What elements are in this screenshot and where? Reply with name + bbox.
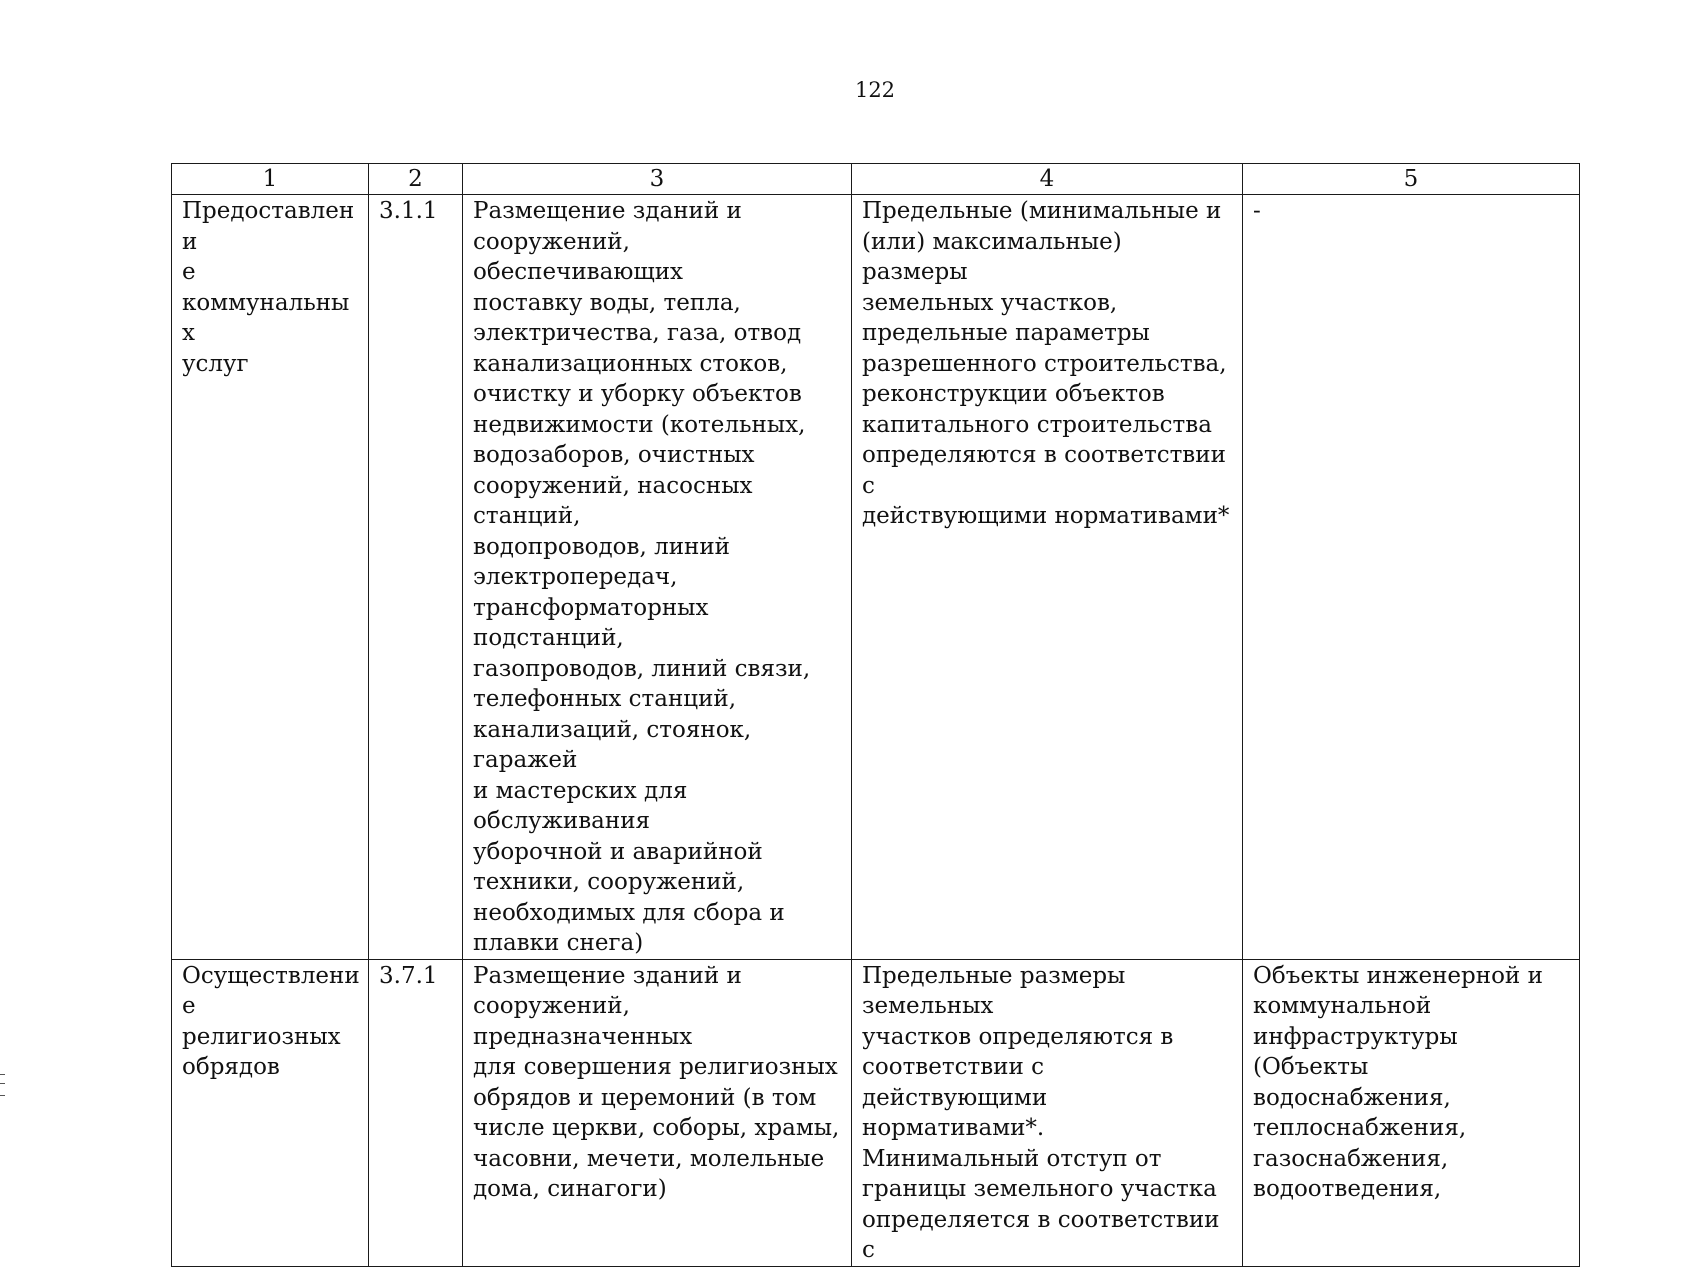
use-type-notes-cell (1243, 195, 1580, 960)
table-header-row (172, 164, 1580, 195)
use-type-description: Размещение зданий и сооружений, предназначенных для совершения религиозных обрядов и церемоний (в том числе церкви, соборы, храмы, часовни, мечети, молельные дома, синагоги) (473, 962, 840, 1202)
use-type-code: 3.1.1 (379, 198, 438, 224)
table-row (172, 195, 1580, 960)
use-type-name: Осуществление религиозных обрядов (182, 962, 360, 1080)
use-type-parameters-cell (852, 959, 1243, 1266)
use-type-parameters: Предельные размеры земельных участков определяются в соответствии с действующими нормативами*. Минимальный отступ от границы земельного участка определяется в соответствии с (862, 962, 1220, 1263)
use-type-name-cell (172, 959, 369, 1266)
use-type-code: 3.7.1 (379, 962, 438, 989)
use-type-notes: Объекты инженерной и коммунальной инфраструктуры (Объекты водоснабжения, теплоснабжения, газоснабжения, водоотведения, (1253, 962, 1543, 1202)
use-type-description: Размещение зданий и сооружений, обеспечивающих поставку воды, тепла, электричества, газа, отвод канализационных стоков, очистку и уборку объектов недвижимости (котельных, водозаборов, очистных сооружений, насосных станций, водопроводов, линий электропередач, трансформаторных подстанций, газопроводов, линий связи, телефонных станций, канализаций, стоянок, гаражей и мастерских для обслуживания уборочной и аварийной техники, сооружений, необходимых для сбора и плавки снега) (473, 198, 811, 956)
column-header: 3 (463, 164, 852, 195)
use-type-notes-cell (1243, 959, 1580, 1266)
use-type-parameters: Предельные (минимальные и (или) максимальные) размеры земельных участков, предельные параметры разрешенного строительства, реконструкции объектов капитального строительства определяются в соответствии с действующими нормативами* (862, 198, 1230, 529)
use-type-code-cell (369, 195, 463, 960)
use-type-notes: - (1253, 198, 1261, 224)
column-header: 2 (369, 164, 463, 195)
column-header: 5 (1243, 164, 1580, 195)
use-type-name-cell (172, 195, 369, 960)
use-type-parameters-cell (852, 195, 1243, 960)
use-type-name: Предоставлени е коммунальных услуг (182, 198, 355, 377)
use-type-description-cell (463, 195, 852, 960)
scan-margin-mark (0, 1074, 5, 1096)
use-type-description-cell (463, 959, 852, 1266)
page-number: 122 (854, 78, 896, 102)
land-use-table (171, 163, 1580, 1267)
use-type-code-cell (369, 959, 463, 1266)
column-header: 1 (172, 164, 369, 195)
column-header: 4 (852, 164, 1243, 195)
table-row (172, 959, 1580, 1266)
